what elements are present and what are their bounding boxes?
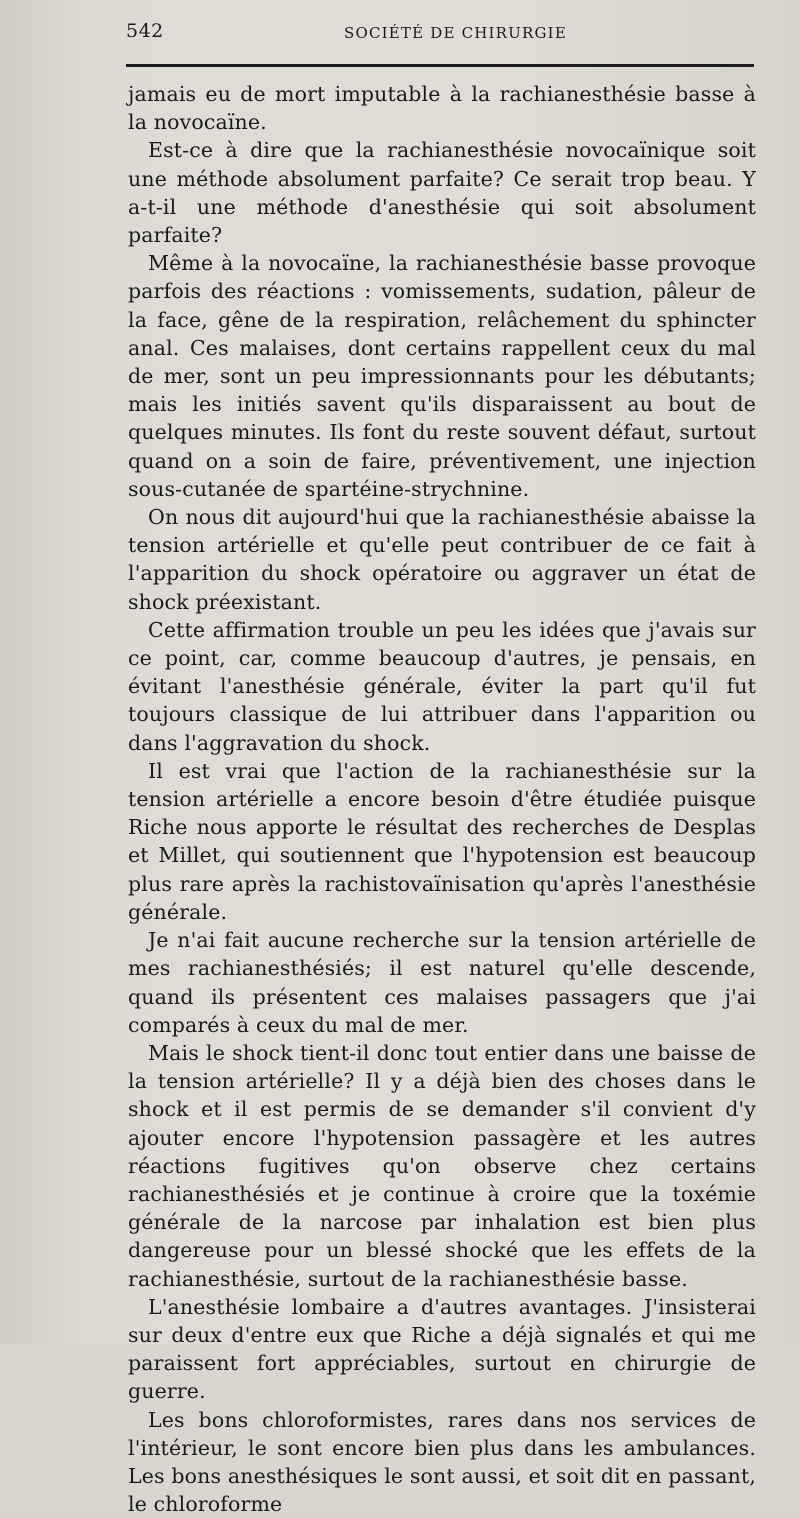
- page-header: [126, 14, 754, 54]
- paragraph: Je n'ai fait aucune recherche sur la tension artérielle de mes rachianesthésiés; il est naturel qu'elle descende, quand ils présentent ces malaises passagers que j'ai comparés à ceux du mal de mer.: [128, 928, 756, 1037]
- paragraph: Est-ce à dire que la rachianesthésie novocaïnique soit une méthode absolument parfaite? Ce serait trop beau. Y a-t-il une méthode d'anesthésie qui soit absolument parfaite?: [128, 138, 756, 248]
- paragraph: L'anesthésie lombaire a d'autres avantages. J'insisterai sur deux d'entre eux que Riche a déjà signalés et qui me paraissent fort appréciables, surtout en chirurgie de guerre.: [128, 1294, 756, 1404]
- body-text: [128, 80, 756, 1518]
- paragraph: Cette affirmation trouble un peu les idées que j'avais sur ce point, car, comme beaucoup d'autres, je pensais, en évitant l'anesthésie générale, éviter la part qu'il fut toujours classique de lui attribuer dans l'apparition ou dans l'aggravation du shock.: [128, 617, 756, 755]
- paragraph: On nous dit aujourd'hui que la rachianesthésie abaisse la tension artérielle et qu'elle peut contribuer de ce fait à l'apparition du shock opératoire ou aggraver un état de shock préexistant.: [128, 505, 756, 614]
- paragraph: Les bons chloroformistes, rares dans nos services de l'intérieur, le sont encore bien plus dans les ambulances. Les bons anesthésiques le sont aussi, et soit dit en passant, le chloroforme: [128, 1407, 756, 1517]
- paragraph: Il est vrai que l'action de la rachianesthésie sur la tension artérielle a encore besoin d'être étudiée puisque Riche nous apporte le résultat des recherches de Desplas et Millet, qui soutiennent que l'hypotension est beaucoup plus rare après la rachistovaïnisation qu'après l'anesthésie générale.: [128, 758, 756, 924]
- header-rule: [126, 64, 754, 67]
- paragraph: Mais le shock tient-il donc tout entier dans une baisse de la tension artérielle? Il y a déjà bien des choses dans le shock et il est permis de se demander s'il convient d'y ajouter encore l'hypotension passagère et les autres réactions fugitives qu'on observe chez certains rachianesthésiés et je continue à croire que la toxémie générale de la narcose par inhalation est bien plus dangereuse pour un blessé shocké que les effets de la rachianesthésie, surtout de la rachianesthésie basse.: [128, 1040, 756, 1291]
- paragraph: jamais eu de mort imputable à la rachianesthésie basse à la novocaïne.: [128, 82, 756, 135]
- running-title: SOCIÉTÉ DE CHIRURGIE: [344, 24, 567, 42]
- paragraph: Même à la novocaïne, la rachianesthésie basse provoque parfois des réactions : vomissements, sudation, pâleur de la face, gêne de la respiration, relâchement du sphincter anal. Ces malaises, dont certains rappellent ceux du mal de mer, sont un peu impressionnants pour les débutants; mais les initiés savent qu'ils disparaissent au bout de quelques minutes. Ils font du reste souvent défaut, surtout quand on a soin de faire, préventivement, une injection sous-cutanée de spartéine-strychnine.: [128, 251, 756, 501]
- page-number: 542: [126, 20, 164, 42]
